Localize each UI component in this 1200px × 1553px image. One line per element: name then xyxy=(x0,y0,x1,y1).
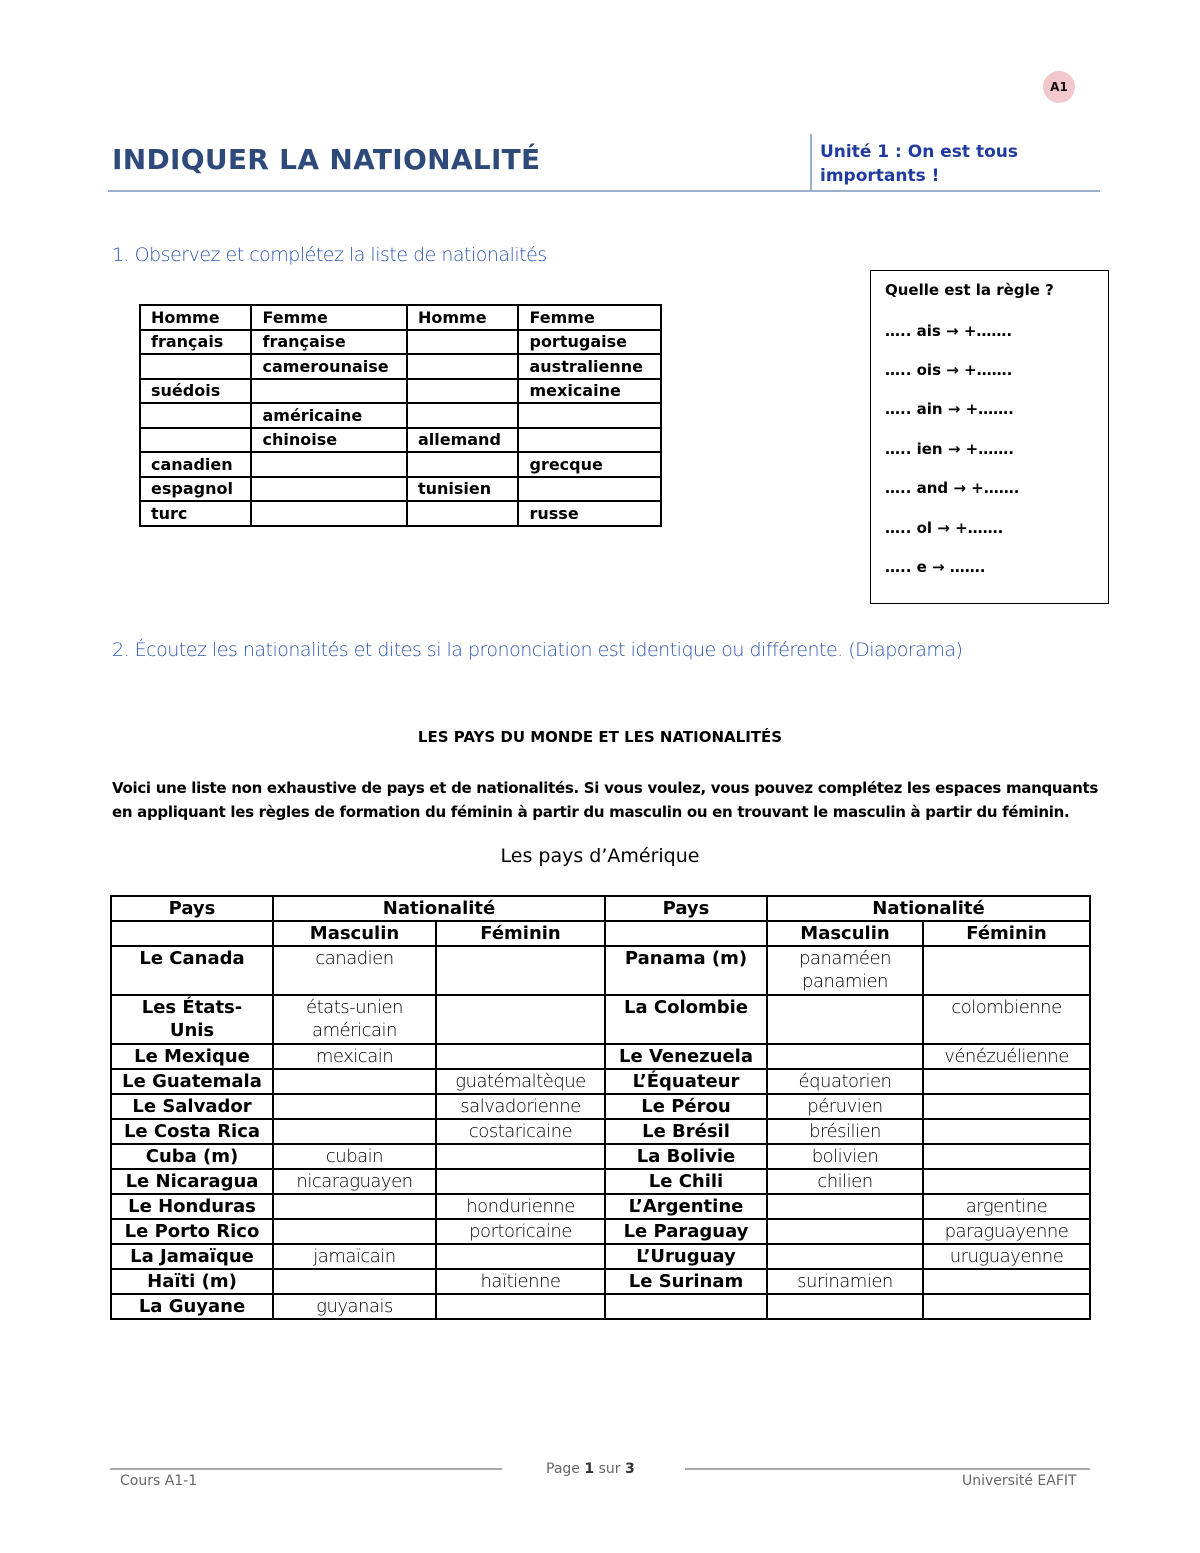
table-row xyxy=(140,452,661,477)
level-badge: A1 xyxy=(1043,71,1075,103)
nationality-cell: bolivien xyxy=(767,1144,923,1169)
nationality-cell xyxy=(436,1294,605,1319)
rule-box-title: Quelle est la règle ? xyxy=(885,281,1054,299)
table-cell xyxy=(251,477,406,502)
page-separator: sur xyxy=(598,1461,621,1477)
table-header-cell: Femme xyxy=(518,305,661,330)
nationality-cell xyxy=(273,1119,436,1144)
nationality-cell: hondurienne xyxy=(436,1194,605,1219)
table-cell: camerounaise xyxy=(251,354,406,379)
nationality-cell: guatémaltèque xyxy=(436,1069,605,1094)
nationality-cell xyxy=(923,1094,1090,1119)
table-cell: mexicaine xyxy=(518,379,661,404)
nationality-cell: guyanais xyxy=(273,1294,436,1319)
table-cell xyxy=(251,501,406,526)
page-current: 1 xyxy=(584,1461,595,1477)
country-cell: Le Chili xyxy=(605,1169,767,1194)
table-header-cell: Pays xyxy=(111,896,273,921)
rule-line: ….. ain → +……. xyxy=(885,400,1014,418)
table-header-cell: Féminin xyxy=(923,921,1090,946)
table-cell: espagnol xyxy=(140,477,251,502)
nationality-cell xyxy=(273,1219,436,1244)
country-cell: Les États- Unis xyxy=(111,995,273,1044)
table-cell: canadien xyxy=(140,452,251,477)
table-row xyxy=(140,477,661,502)
rule-line: ….. ol → +……. xyxy=(885,519,1004,537)
question-2: 2. Écoutez les nationalités et dites si la prononciation est identique ou différente. (Diaporama) xyxy=(112,639,963,661)
table-cell: turc xyxy=(140,501,251,526)
table-row xyxy=(140,379,661,404)
table-row xyxy=(111,946,1090,995)
country-cell: Le Guatemala xyxy=(111,1069,273,1094)
table-header-cell: Homme xyxy=(140,305,251,330)
footer-university: Université EAFIT xyxy=(962,1473,1077,1489)
footer-course: Cours A1-1 xyxy=(120,1473,198,1489)
nationality-cell xyxy=(923,1119,1090,1144)
rule-line: ….. ais → +……. xyxy=(885,322,1013,340)
table-header-row xyxy=(111,896,1090,921)
nationality-cell: équatorien xyxy=(767,1069,923,1094)
country-cell: L’Uruguay xyxy=(605,1244,767,1269)
nationality-cell: costaricaine xyxy=(436,1119,605,1144)
table-cell: française xyxy=(251,330,406,355)
table-row xyxy=(140,501,661,526)
rule-box xyxy=(870,270,1109,604)
nationality-cell xyxy=(767,1294,923,1319)
table-cell xyxy=(407,452,519,477)
table-cell xyxy=(251,452,406,477)
nationality-table-body xyxy=(140,305,661,526)
table-cell xyxy=(140,403,251,428)
nationality-cell: états-unien américain xyxy=(273,995,436,1044)
americas-table-body xyxy=(111,896,1090,1319)
country-cell: Le Mexique xyxy=(111,1044,273,1069)
nationality-cell: mexicain xyxy=(273,1044,436,1069)
nationality-cell xyxy=(436,995,605,1044)
country-cell: Le Costa Rica xyxy=(111,1119,273,1144)
table-cell xyxy=(518,403,661,428)
country-cell: Le Honduras xyxy=(111,1194,273,1219)
country-cell: La Bolivie xyxy=(605,1144,767,1169)
header-rule xyxy=(108,190,1100,192)
table-subheader-row xyxy=(111,921,1090,946)
nationality-cell: cubain xyxy=(273,1144,436,1169)
country-cell xyxy=(605,1294,767,1319)
unit-label xyxy=(820,140,1090,188)
table-cell: tunisien xyxy=(407,477,519,502)
nationality-cell xyxy=(923,946,1090,995)
table-header-cell: Féminin xyxy=(436,921,605,946)
table-row xyxy=(140,354,661,379)
country-cell: Le Paraguay xyxy=(605,1219,767,1244)
table-header-cell: Femme xyxy=(251,305,406,330)
country-cell: Le Salvador xyxy=(111,1094,273,1119)
table-cell xyxy=(407,354,519,379)
nationality-cell xyxy=(436,1244,605,1269)
rule-line: ….. and → +……. xyxy=(885,479,1020,497)
country-cell: Le Venezuela xyxy=(605,1044,767,1069)
table-header-cell: Masculin xyxy=(273,921,436,946)
country-cell: Le Pérou xyxy=(605,1094,767,1119)
table-cell xyxy=(407,330,519,355)
table-cell: allemand xyxy=(407,428,519,453)
country-cell: L’Argentine xyxy=(605,1194,767,1219)
nationality-cell: jamaïcain xyxy=(273,1244,436,1269)
nationality-cell xyxy=(436,1144,605,1169)
country-cell: Le Porto Rico xyxy=(111,1219,273,1244)
nationality-cell: haïtienne xyxy=(436,1269,605,1294)
table-cell: américaine xyxy=(251,403,406,428)
table-row xyxy=(140,403,661,428)
footer-page-number xyxy=(546,1461,635,1477)
country-cell: La Guyane xyxy=(111,1294,273,1319)
nationality-cell xyxy=(436,1044,605,1069)
nationality-cell: canadien xyxy=(273,946,436,995)
nationality-cell xyxy=(923,1269,1090,1294)
page-total: 3 xyxy=(624,1461,635,1477)
table-row xyxy=(111,995,1090,1044)
table-cell xyxy=(407,379,519,404)
nationality-cell: nicaraguayen xyxy=(273,1169,436,1194)
table-row xyxy=(111,1119,1090,1144)
table-cell xyxy=(518,477,661,502)
table-cell: grecque xyxy=(518,452,661,477)
table-cell xyxy=(518,428,661,453)
table-row xyxy=(111,1194,1090,1219)
table-header-cell: Masculin xyxy=(767,921,923,946)
nationality-cell xyxy=(767,995,923,1044)
table-header-cell xyxy=(605,921,767,946)
table-header-cell: Nationalité xyxy=(273,896,605,921)
nationality-cell xyxy=(273,1194,436,1219)
nationality-table xyxy=(139,304,662,527)
table-row xyxy=(140,428,661,453)
table-cell: russe xyxy=(518,501,661,526)
nationality-cell xyxy=(273,1269,436,1294)
nationality-cell: vénézuélienne xyxy=(923,1044,1090,1069)
section-title: LES PAYS DU MONDE ET LES NATIONALITÉS xyxy=(417,728,783,746)
nationality-cell: colombienne xyxy=(923,995,1090,1044)
nationality-cell xyxy=(273,1069,436,1094)
country-cell: Le Brésil xyxy=(605,1119,767,1144)
table-row xyxy=(111,1169,1090,1194)
footer-rule-left xyxy=(110,1468,502,1470)
country-cell: Haïti (m) xyxy=(111,1269,273,1294)
table-row xyxy=(111,1069,1090,1094)
table-cell: australienne xyxy=(518,354,661,379)
table-header-row xyxy=(140,305,661,330)
table-header-cell: Homme xyxy=(407,305,519,330)
table-cell xyxy=(407,501,519,526)
table-cell xyxy=(140,354,251,379)
rule-line: ….. e → ……. xyxy=(885,558,986,576)
country-cell: La Colombie xyxy=(605,995,767,1044)
nationality-cell xyxy=(923,1069,1090,1094)
country-cell: Le Surinam xyxy=(605,1269,767,1294)
rule-line: ….. ien → +……. xyxy=(885,440,1014,458)
nationality-cell: brésilien xyxy=(767,1119,923,1144)
nationality-cell xyxy=(767,1244,923,1269)
nationality-cell xyxy=(767,1219,923,1244)
nationality-cell xyxy=(767,1194,923,1219)
nationality-cell: salvadorienne xyxy=(436,1094,605,1119)
nationality-cell xyxy=(767,1044,923,1069)
table-row xyxy=(111,1219,1090,1244)
table-header-cell xyxy=(111,921,273,946)
page-label: Page xyxy=(546,1461,580,1477)
nationality-cell: argentine xyxy=(923,1194,1090,1219)
table-row xyxy=(111,1244,1090,1269)
table-cell xyxy=(251,379,406,404)
nationality-cell xyxy=(273,1094,436,1119)
table-row xyxy=(111,1144,1090,1169)
unit-line-1: Unité 1 : On est tous xyxy=(820,142,1018,162)
nationality-cell xyxy=(923,1294,1090,1319)
nationality-cell: paraguayenne xyxy=(923,1219,1090,1244)
table-row xyxy=(140,330,661,355)
nationality-cell: péruvien xyxy=(767,1094,923,1119)
table-cell xyxy=(140,428,251,453)
rule-line: ….. ois → +……. xyxy=(885,361,1013,379)
table-header-cell: Nationalité xyxy=(767,896,1090,921)
unit-line-2: importants ! xyxy=(820,166,940,186)
footer-rule-right xyxy=(685,1468,1090,1470)
country-cell: L’Équateur xyxy=(605,1069,767,1094)
page-title: INDIQUER LA NATIONALITÉ xyxy=(112,143,541,176)
nationality-cell xyxy=(436,946,605,995)
country-cell: Cuba (m) xyxy=(111,1144,273,1169)
table-row xyxy=(111,1094,1090,1119)
table-row xyxy=(111,1269,1090,1294)
nationality-cell: panaméen panamien xyxy=(767,946,923,995)
nationality-cell xyxy=(923,1169,1090,1194)
nationality-cell xyxy=(923,1144,1090,1169)
table-cell: chinoise xyxy=(251,428,406,453)
nationality-cell: uruguayenne xyxy=(923,1244,1090,1269)
header-divider xyxy=(810,134,812,190)
question-1: 1. Observez et complétez la liste de nationalités xyxy=(112,244,547,266)
table-row xyxy=(111,1044,1090,1069)
country-cell: Le Nicaragua xyxy=(111,1169,273,1194)
table-row xyxy=(111,1294,1090,1319)
section-subtitle: Les pays d’Amérique xyxy=(500,845,700,867)
nationality-cell: chilien xyxy=(767,1169,923,1194)
nationality-cell: surinamien xyxy=(767,1269,923,1294)
country-cell: Le Canada xyxy=(111,946,273,995)
country-cell: Panama (m) xyxy=(605,946,767,995)
americas-table xyxy=(110,895,1091,1320)
table-cell: suédois xyxy=(140,379,251,404)
country-cell: La Jamaïque xyxy=(111,1244,273,1269)
table-cell: portugaise xyxy=(518,330,661,355)
table-cell xyxy=(407,403,519,428)
nationality-cell xyxy=(436,1169,605,1194)
table-header-cell: Pays xyxy=(605,896,767,921)
section-paragraph: Voici une liste non exhaustive de pays et de nationalités. Si vous voulez, vous pouvez complétez les espaces manquants en appliquant les règles de formation du féminin à partir du masculin ou en trouvant le masculin à partir du féminin. xyxy=(112,779,1099,821)
table-cell: français xyxy=(140,330,251,355)
nationality-cell: portoricaine xyxy=(436,1219,605,1244)
